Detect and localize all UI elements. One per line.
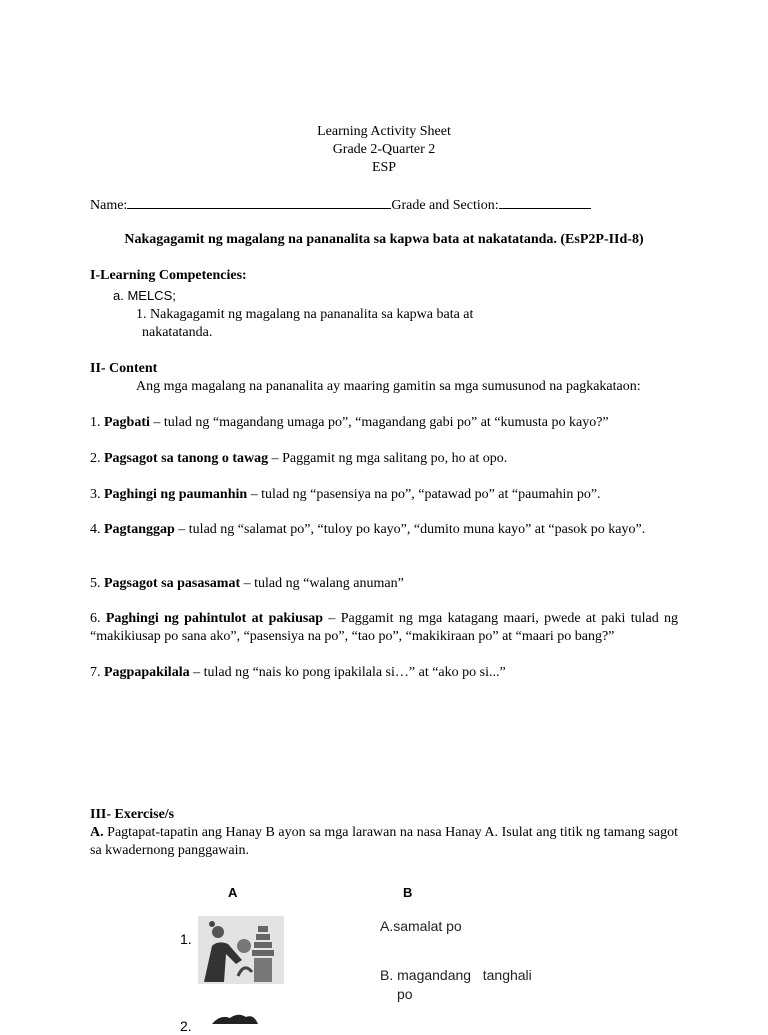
column-a-heading: A	[228, 885, 238, 900]
item-term: Pagbati	[104, 415, 150, 430]
item-term: Pagpapakilala	[104, 665, 190, 680]
melcs-label: a. MELCS;	[113, 288, 176, 303]
content-item-2	[90, 450, 678, 468]
grade-section-blank[interactable]	[499, 195, 591, 209]
header-title: Learning Activity Sheet	[317, 124, 451, 139]
exercise-a-label: A.	[90, 825, 104, 840]
item-number: 6.	[90, 611, 106, 626]
item-text: – tulad ng “salamat po”, “tuloy po kayo”, “dumito muna kayo” at “pasok po kayo”.	[174, 522, 646, 537]
grade-section-label: Grade and Section:	[391, 198, 499, 213]
clipart-greeting-image	[198, 916, 284, 984]
clipart-second-image	[208, 1012, 262, 1024]
exercises-heading: III- Exercise/s	[90, 807, 175, 822]
content-item-7	[90, 664, 678, 682]
content-intro: Ang mga magalang na pananalita ay maaring gamitin sa mga sumusunod na pagkakataon:	[136, 379, 641, 394]
item-text: – Paggamit ng mga katagang maari, pwede at paki tulad ng “makikiusap po sana ako”, “pasensiya na po”, “tao po”, “makikiraan po” at “maari po bang?”	[90, 611, 679, 644]
option-b-line1: B. magandang tanghali	[380, 967, 532, 983]
item-text: – Paggamit ng mga salitang po, ho at opo.	[268, 451, 508, 466]
content-item-4	[90, 521, 678, 539]
header-grade-quarter: Grade 2-Quarter 2	[332, 142, 436, 157]
item-number: 3.	[90, 487, 104, 502]
header-subject: ESP	[371, 160, 397, 175]
competency-item-line2: nakatatanda.	[142, 325, 213, 340]
second-scene-icon	[208, 1012, 262, 1024]
option-b-line2: po	[397, 986, 413, 1002]
item-term: Pagtanggap	[104, 522, 175, 537]
column-b-heading: B	[403, 885, 413, 900]
item-number: 5.	[90, 576, 104, 591]
exercise-a-instruction	[90, 824, 678, 860]
item-text: – tulad ng “walang anuman”	[240, 576, 404, 591]
lesson-title: Nakagagamit ng magalang na pananalita sa kapwa bata at nakatatanda. (EsP2P-IId-8)	[124, 232, 644, 247]
content-item-3	[90, 486, 678, 504]
item-number: 7.	[90, 665, 104, 680]
learning-competencies-heading: I-Learning Competencies:	[90, 268, 247, 283]
item-term: Pagsagot sa pasasamat	[104, 576, 241, 591]
item-text: – tulad ng “pasensiya na po”, “patawad po” at “paumahin po”.	[247, 487, 601, 502]
sheet-header	[0, 123, 768, 177]
greeting-scene-icon	[198, 916, 284, 984]
item-term: Pagsagot sa tanong o tawag	[104, 451, 269, 466]
content-item-6	[90, 610, 678, 646]
content-heading: II- Content	[90, 361, 158, 376]
option-a: A.samalat po	[380, 918, 462, 934]
name-grade-line	[90, 195, 591, 215]
item-term: Paghingi ng paumanhin	[104, 487, 248, 502]
item-text: – tulad ng “magandang umaga po”, “magandang gabi po” at “kumusta po kayo?”	[149, 415, 609, 430]
name-blank[interactable]	[127, 195, 391, 209]
content-item-5	[90, 575, 678, 593]
item-term: Paghingi ng pahintulot at pakiusap	[105, 611, 324, 626]
item-number: 4.	[90, 522, 104, 537]
row-number-1: 1.	[180, 931, 192, 947]
content-item-1	[90, 414, 678, 432]
competency-item-line1: 1. Nakagagamit ng magalang na pananalita sa kapwa bata at	[136, 307, 474, 322]
name-label: Name:	[90, 198, 128, 213]
item-number: 1.	[90, 415, 104, 430]
item-number: 2.	[90, 451, 104, 466]
row-number-2: 2.	[180, 1018, 192, 1034]
exercise-a-text: Pagtapat-tapatin ang Hanay B ayon sa mga larawan na nasa Hanay A. Isulat ang titik ng tamang sagot sa kwadernong panggawain.	[90, 825, 678, 858]
item-text: – tulad ng “nais ko pong ipakilala si…” at “ako po si...”	[189, 665, 506, 680]
